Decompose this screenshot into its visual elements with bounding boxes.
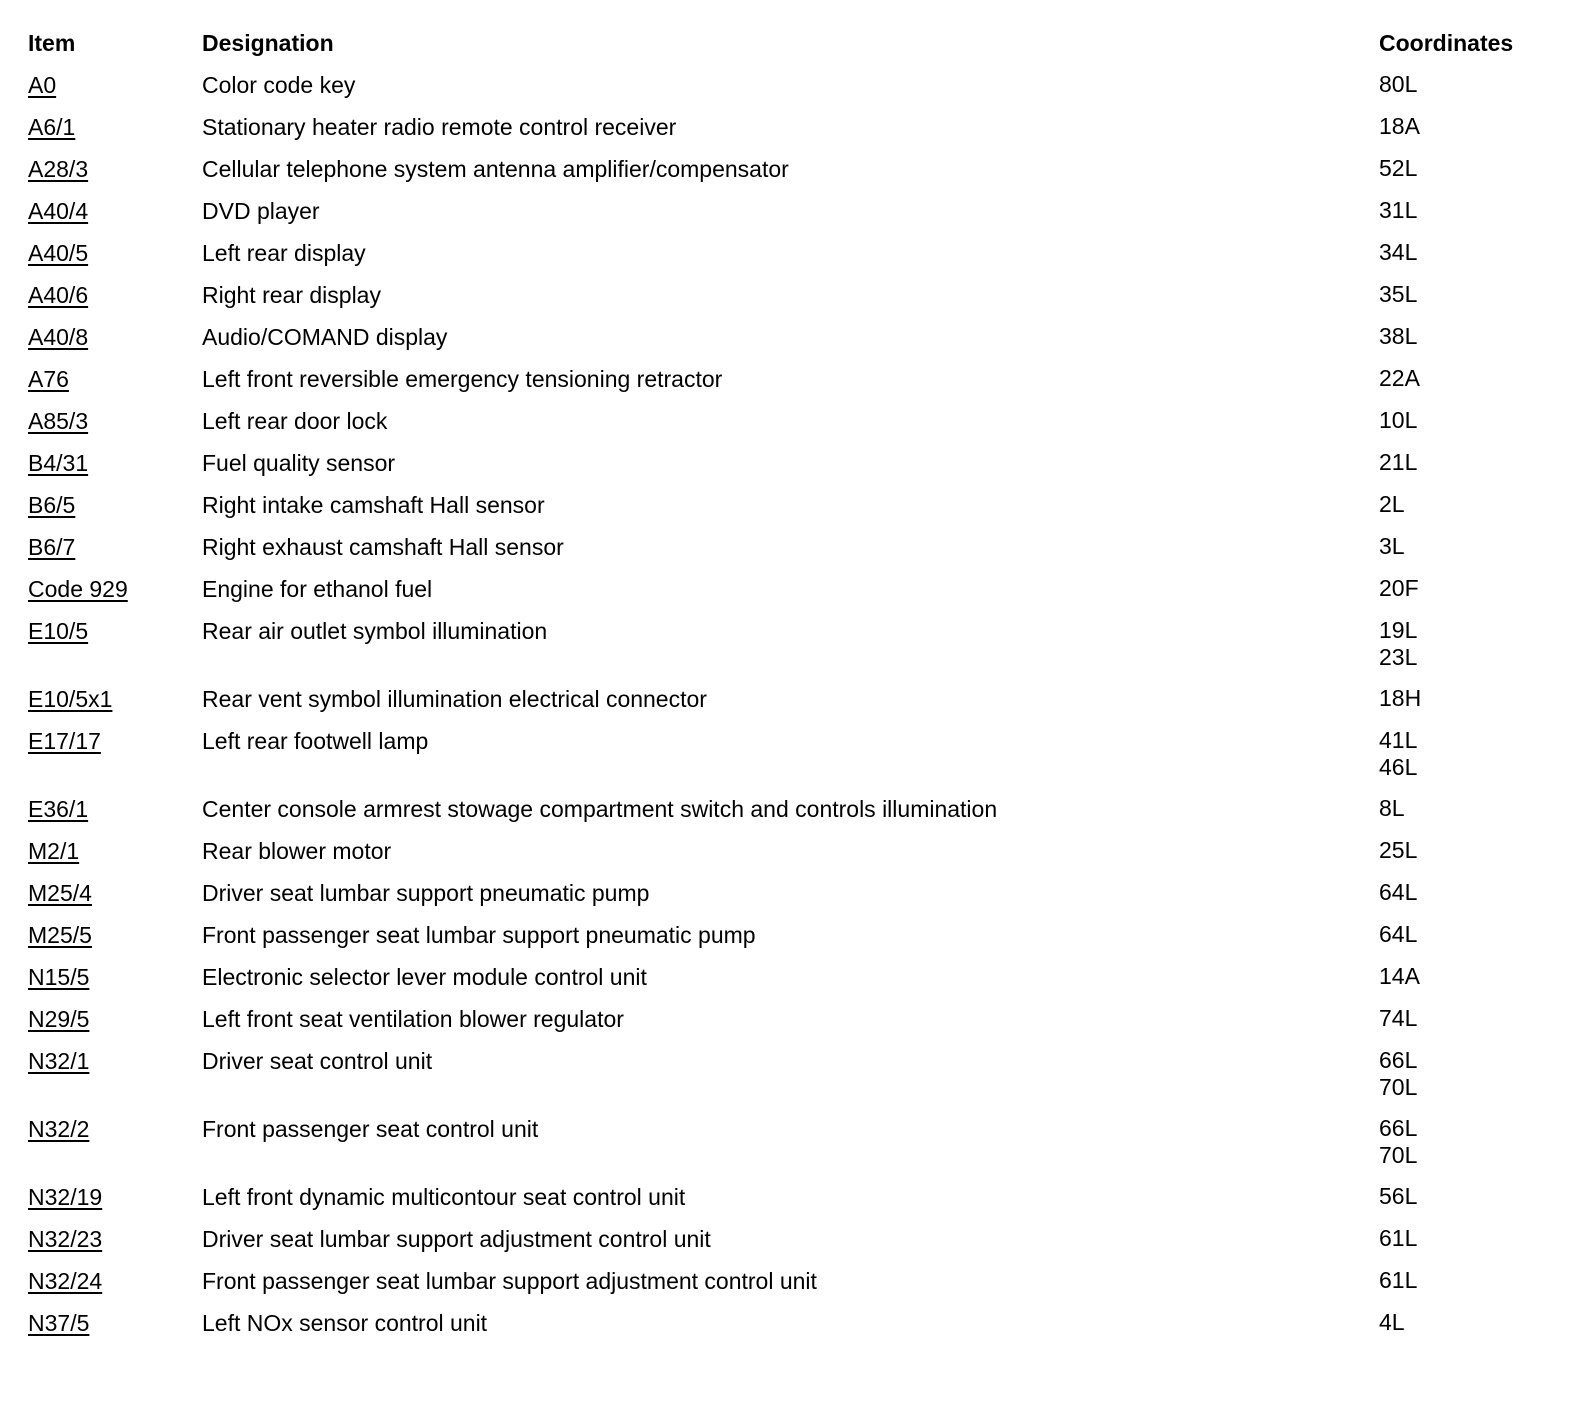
designation-cell: Left front seat ventilation blower regulator [202,1006,624,1032]
item-link[interactable]: E17/17 [28,728,101,754]
item-cell [28,407,202,435]
coordinate-value: 10L [1379,407,1418,433]
designation-cell: Cellular telephone system antenna amplifier/compensator [202,156,789,182]
coordinates-cell [1379,197,1568,224]
header-item: Item [28,30,76,56]
coordinates-cell [1379,1267,1568,1294]
coordinate-value: 66L [1379,1047,1418,1073]
table-row [28,484,1568,526]
coordinate-value: 66L [1379,1115,1418,1141]
coordinates-cell [1379,71,1568,98]
coordinates-cell [1379,1309,1568,1336]
coordinates-cell [1379,365,1568,392]
designation-cell: Right rear display [202,282,381,308]
item-link[interactable]: E36/1 [28,796,89,822]
item-link[interactable]: N15/5 [28,964,90,990]
coordinate-value: 4L [1379,1309,1405,1335]
coordinates-cell [1379,1047,1568,1101]
coordinate-value: 64L [1379,921,1418,947]
item-cell [28,879,202,907]
coordinate-value: 61L [1379,1225,1418,1251]
coordinate-value: 20F [1379,575,1419,601]
item-link[interactable]: A40/8 [28,324,89,350]
item-cell [28,197,202,225]
coordinates-cell [1379,323,1568,350]
item-link[interactable]: M25/4 [28,880,92,906]
table-row [28,274,1568,316]
coordinates-cell [1379,1183,1568,1210]
designation-cell: Left rear display [202,240,366,266]
item-link[interactable]: A40/5 [28,240,89,266]
designation-cell: Driver seat control unit [202,1048,433,1074]
designation-cell: Color code key [202,72,356,98]
item-link[interactable]: A6/1 [28,114,76,140]
table-row [28,872,1568,914]
designation-cell: Rear air outlet symbol illumination [202,618,548,644]
table-row [28,568,1568,610]
designation-cell: Right exhaust camshaft Hall sensor [202,534,564,560]
coordinate-value: 18H [1379,685,1422,711]
item-link[interactable]: A0 [28,72,57,98]
designation-cell: Center console armrest stowage compartment switch and controls illumination [202,796,998,822]
coordinates-cell [1379,837,1568,864]
coordinate-value: 56L [1379,1183,1418,1209]
coordinate-value: 70L [1379,1142,1418,1168]
designation-cell: Left rear door lock [202,408,388,434]
table-header-row [28,22,1568,64]
coordinates-cell [1379,963,1568,990]
table-row [28,316,1568,358]
item-link[interactable]: B4/31 [28,450,89,476]
designation-cell: Left NOx sensor control unit [202,1310,488,1336]
header-designation: Designation [202,30,334,56]
item-link[interactable]: N29/5 [28,1006,90,1032]
item-cell [28,963,202,991]
table-row [28,1302,1568,1344]
table-row [28,1218,1568,1260]
table-row [28,1176,1568,1218]
table-row [28,64,1568,106]
item-link[interactable]: A40/4 [28,198,89,224]
item-cell [28,685,202,713]
coordinate-value: 52L [1379,155,1418,181]
coordinate-value: 23L [1379,644,1418,670]
coordinate-value: 21L [1379,449,1418,475]
item-link[interactable]: M2/1 [28,838,80,864]
item-cell [28,1225,202,1253]
coordinates-cell [1379,795,1568,822]
table-body [28,64,1568,1344]
table-row [28,148,1568,190]
table-row [28,610,1568,678]
item-link[interactable]: Code 929 [28,576,128,602]
coordinates-cell [1379,155,1568,182]
coordinate-value: 80L [1379,71,1418,97]
designation-cell: Stationary heater radio remote control receiver [202,114,677,140]
coordinate-value: 70L [1379,1074,1418,1100]
coordinate-value: 14A [1379,963,1420,989]
item-link[interactable]: N32/2 [28,1116,90,1142]
item-link[interactable]: B6/7 [28,534,76,560]
coordinate-value: 18A [1379,113,1420,139]
table-row [28,998,1568,1040]
designation-cell: Audio/COMAND display [202,324,448,350]
coordinates-cell [1379,575,1568,602]
designation-cell: Left front reversible emergency tensioning retractor [202,366,723,392]
item-cell [28,1183,202,1211]
coordinates-cell [1379,1115,1568,1169]
table-row [28,106,1568,148]
item-cell [28,239,202,267]
designation-cell: Rear vent symbol illumination electrical connector [202,686,707,712]
item-link[interactable]: N32/23 [28,1226,103,1252]
item-link[interactable]: E10/5x1 [28,686,113,712]
designation-cell: Rear blower motor [202,838,392,864]
coordinate-value: 41L [1379,727,1418,753]
item-cell [28,533,202,561]
item-cell [28,155,202,183]
designation-cell: Left front dynamic multicontour seat control unit [202,1184,686,1210]
coordinates-cell [1379,491,1568,518]
coordinate-value: 3L [1379,533,1405,559]
item-link[interactable]: N32/24 [28,1268,103,1294]
item-link[interactable]: A76 [28,366,69,392]
table-row [28,526,1568,568]
table-row [28,1108,1568,1176]
header-coordinates: Coordinates [1379,30,1514,56]
designation-cell: Electronic selector lever module control unit [202,964,647,990]
item-link[interactable]: M25/5 [28,922,92,948]
designation-cell: Left rear footwell lamp [202,728,429,754]
item-cell [28,1115,202,1143]
item-link[interactable]: E10/5 [28,618,89,644]
coordinate-value: 31L [1379,197,1418,223]
coordinates-cell [1379,449,1568,476]
item-cell [28,1309,202,1337]
item-cell [28,921,202,949]
coordinates-cell [1379,407,1568,434]
table-row [28,678,1568,720]
item-cell [28,449,202,477]
item-cell [28,617,202,645]
item-cell [28,1005,202,1033]
item-link[interactable]: A85/3 [28,408,89,434]
item-cell [28,365,202,393]
coordinate-value: 35L [1379,281,1418,307]
table-row [28,956,1568,998]
designation-cell: Front passenger seat lumbar support pneumatic pump [202,922,756,948]
coordinates-cell [1379,685,1568,712]
item-link[interactable]: N37/5 [28,1310,90,1336]
coordinate-value: 8L [1379,795,1405,821]
coordinate-value: 38L [1379,323,1418,349]
coordinates-cell [1379,239,1568,266]
coordinates-cell [1379,921,1568,948]
table-row [28,914,1568,956]
table-row [28,442,1568,484]
designation-cell: DVD player [202,198,320,224]
item-cell [28,491,202,519]
coordinate-value: 22A [1379,365,1420,391]
item-cell [28,113,202,141]
item-cell [28,575,202,603]
item-cell [28,837,202,865]
coordinate-value: 19L [1379,617,1418,643]
coordinate-value: 61L [1379,1267,1418,1293]
designation-cell: Front passenger seat control unit [202,1116,539,1142]
table-row [28,400,1568,442]
item-cell [28,323,202,351]
component-legend-table [28,22,1568,1344]
coordinates-cell [1379,281,1568,308]
coordinates-cell [1379,879,1568,906]
coordinates-cell [1379,1005,1568,1032]
designation-cell: Right intake camshaft Hall sensor [202,492,545,518]
table-row [28,1040,1568,1108]
item-cell [28,71,202,99]
designation-cell: Driver seat lumbar support pneumatic pump [202,880,650,906]
item-link[interactable]: A28/3 [28,156,89,182]
coordinate-value: 2L [1379,491,1405,517]
designation-cell: Engine for ethanol fuel [202,576,433,602]
coordinates-cell [1379,113,1568,140]
table-row [28,788,1568,830]
coordinates-cell [1379,617,1568,671]
coordinate-value: 64L [1379,879,1418,905]
item-cell [28,1047,202,1075]
coordinate-value: 74L [1379,1005,1418,1031]
coordinates-cell [1379,727,1568,781]
coordinate-value: 34L [1379,239,1418,265]
item-cell [28,1267,202,1295]
designation-cell: Driver seat lumbar support adjustment control unit [202,1226,711,1252]
coordinate-value: 25L [1379,837,1418,863]
coordinate-value: 46L [1379,754,1418,780]
table-row [28,830,1568,872]
coordinates-cell [1379,1225,1568,1252]
designation-cell: Fuel quality sensor [202,450,396,476]
item-cell [28,727,202,755]
table-row [28,720,1568,788]
item-link[interactable]: N32/19 [28,1184,103,1210]
item-cell [28,281,202,309]
designation-cell: Front passenger seat lumbar support adjustment control unit [202,1268,817,1294]
coordinates-cell [1379,533,1568,560]
item-link[interactable]: A40/6 [28,282,89,308]
item-link[interactable]: B6/5 [28,492,76,518]
table-row [28,358,1568,400]
table-row [28,190,1568,232]
item-cell [28,795,202,823]
table-row [28,1260,1568,1302]
table-row [28,232,1568,274]
item-link[interactable]: N32/1 [28,1048,90,1074]
